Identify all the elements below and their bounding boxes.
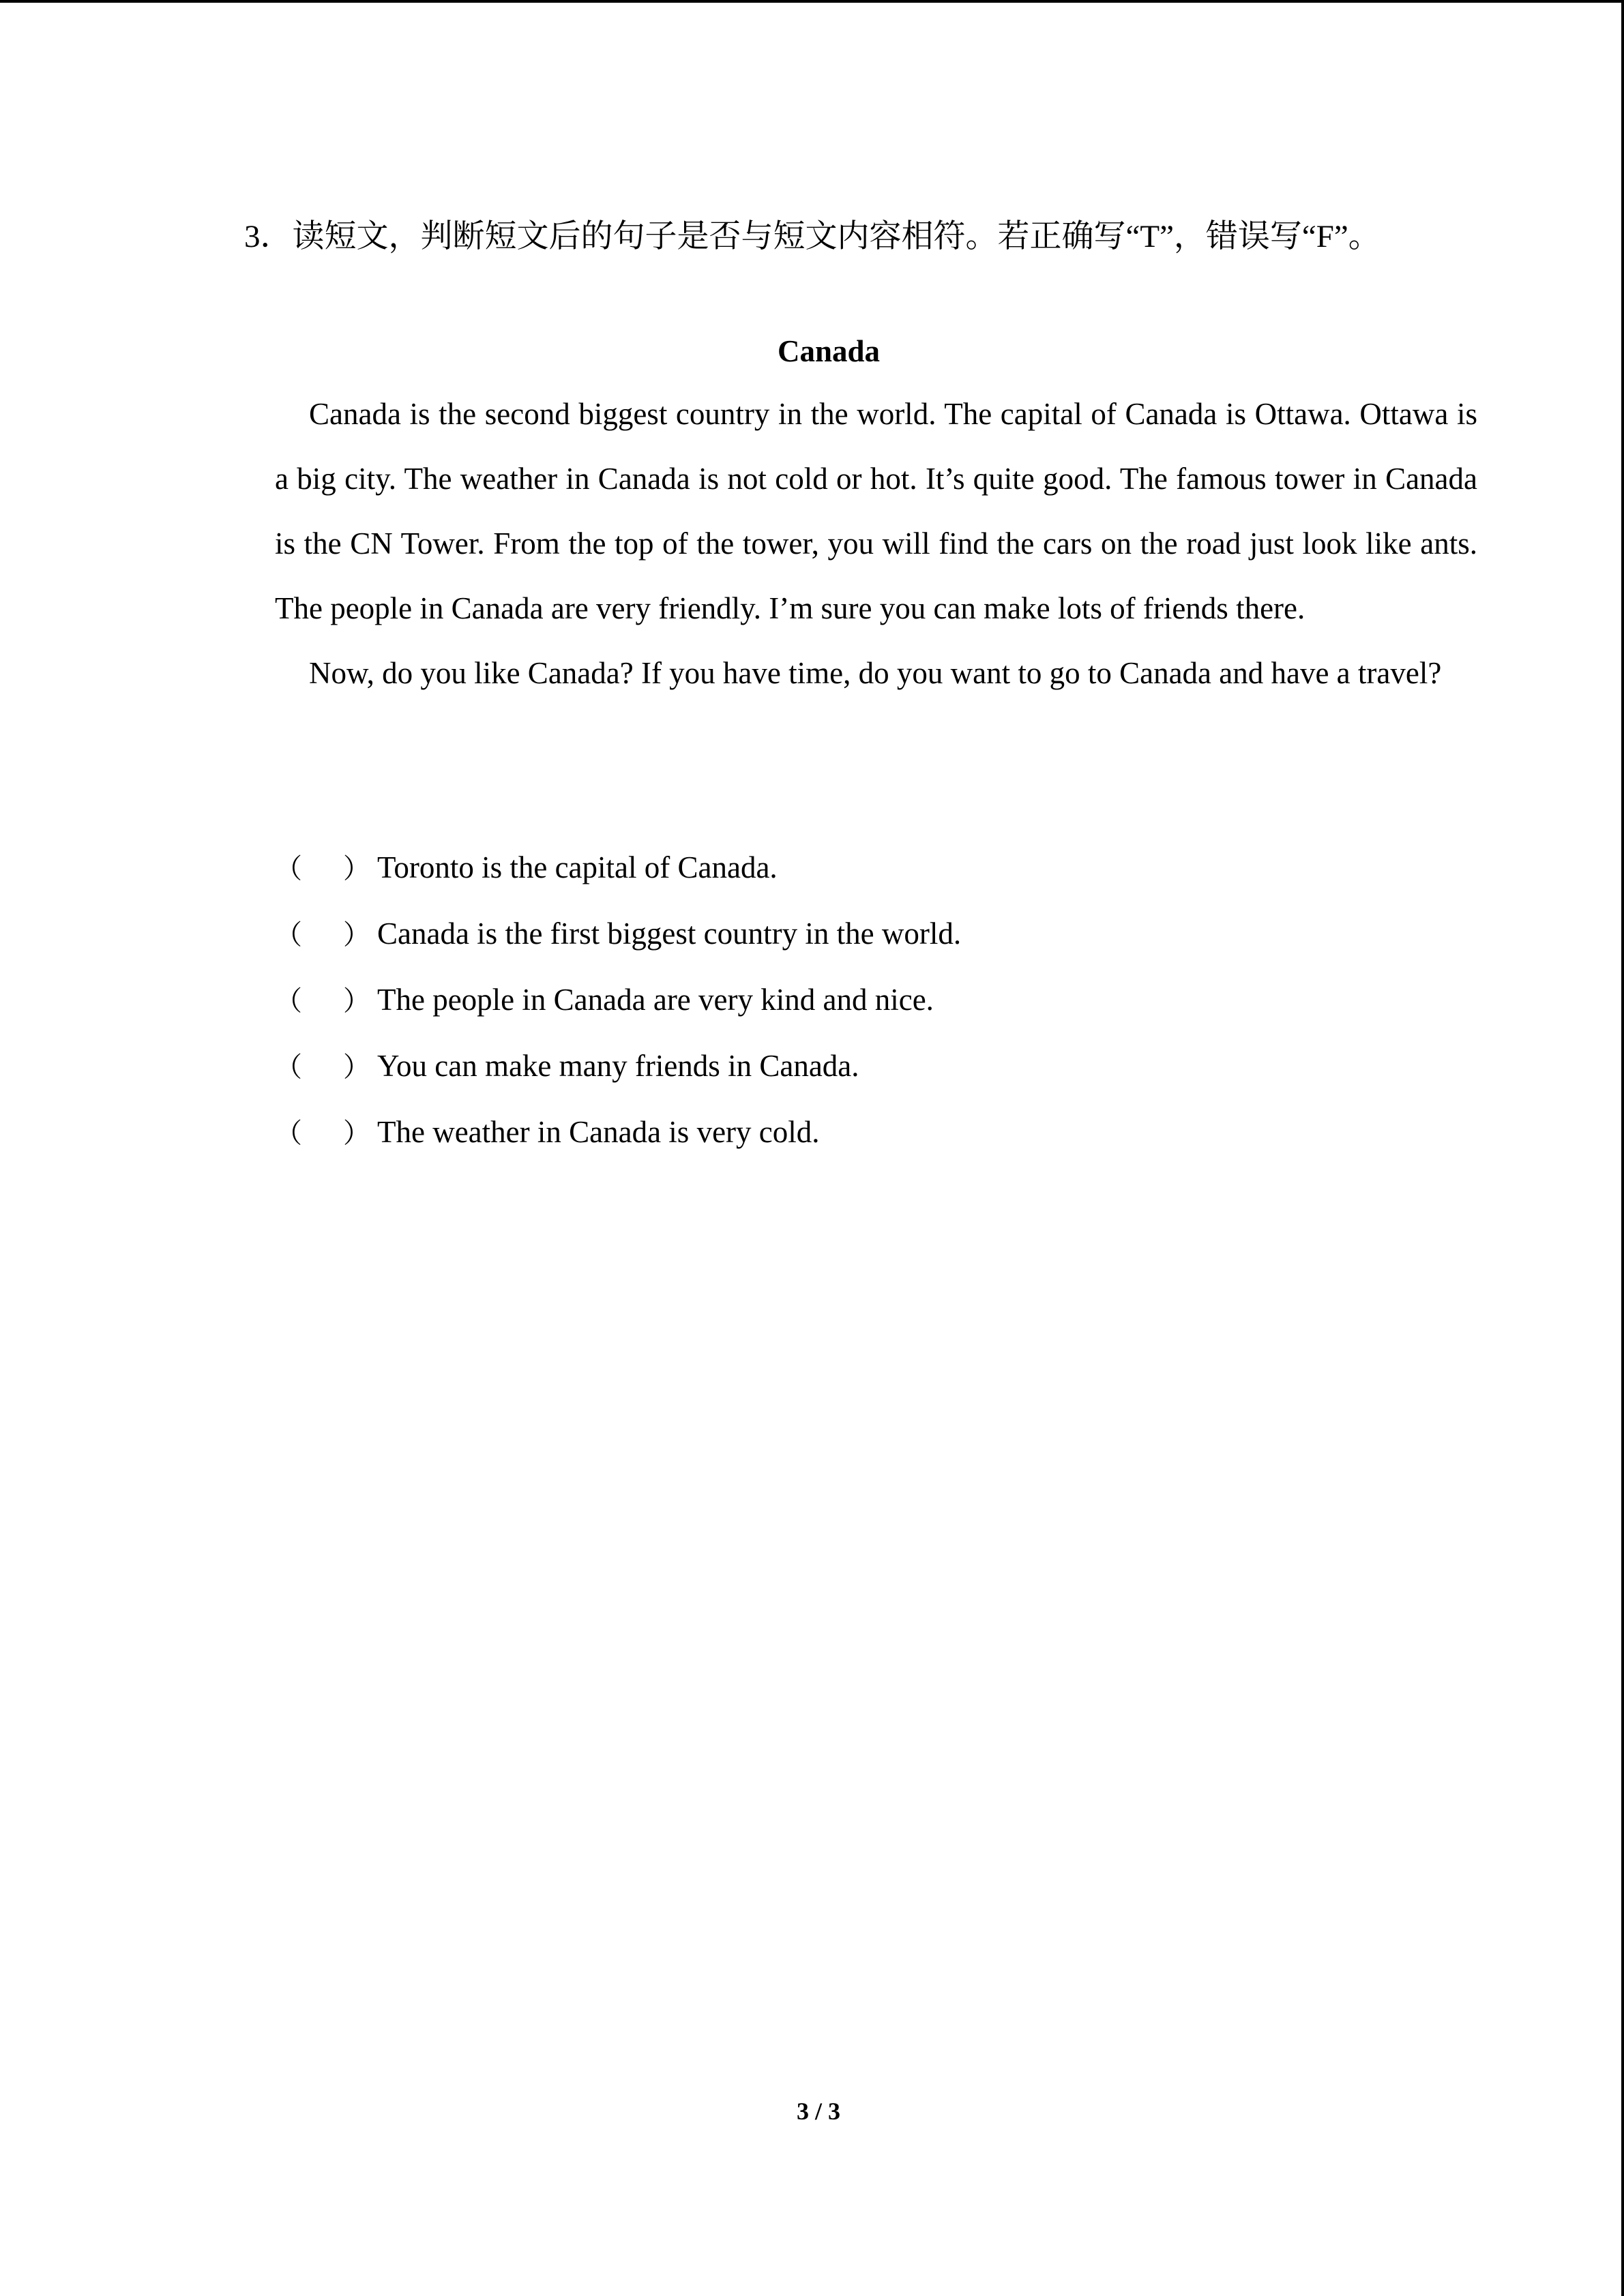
answer-blank-open: （ (275, 853, 302, 884)
page-number: 3 / 3 (796, 2098, 840, 2125)
passage-paragraph: Canada is the second biggest country in the world. The capital of Canada is Ottawa. Ottawa is a big city. The weather in Canada is not cold or hot. It’s quite good. The famous tower in Canada is the CN Tower. From the top of the tower, you will find the cars on the road just look like ants. The people in Canada are very friendly. I’m sure you can make lots of friends there. (275, 397, 1477, 625)
passage-title: Canada (777, 334, 881, 368)
answer-blank-open: （ (275, 985, 302, 1017)
question-text: The weather in Canada is very cold. (377, 1115, 820, 1149)
answer-blank-close: ） (343, 919, 370, 951)
true-false-question-list (275, 835, 1477, 1166)
answer-blank-close: ） (343, 1052, 370, 1083)
question-instruction: 3．读短文，判断短文后的句子是否与短文内容相符。若正确写“T”，错误写“F”。 (244, 219, 1381, 254)
question-item (275, 901, 1477, 968)
answer-blank-open: （ (275, 1118, 302, 1149)
answer-blank-close: ） (343, 1118, 370, 1149)
top-border (0, 0, 1624, 3)
question-item (275, 1100, 1477, 1166)
answer-blank-close: ） (343, 853, 370, 884)
question-text: The people in Canada are very kind and nice. (377, 983, 934, 1017)
question-item (275, 968, 1477, 1034)
reading-passage (275, 382, 1477, 706)
question-text: Canada is the first biggest country in the world. (377, 916, 962, 951)
answer-blank-open: （ (275, 1052, 302, 1083)
question-text: Toronto is the capital of Canada. (377, 850, 778, 884)
question-text: You can make many friends in Canada. (377, 1049, 859, 1083)
passage-paragraph: Now, do you like Canada? If you have time, do you want to go to Canada and have a travel? (309, 656, 1442, 690)
question-item (275, 835, 1477, 901)
answer-blank-open: （ (275, 919, 302, 951)
question-item (275, 1034, 1477, 1100)
answer-blank-close: ） (343, 985, 370, 1017)
